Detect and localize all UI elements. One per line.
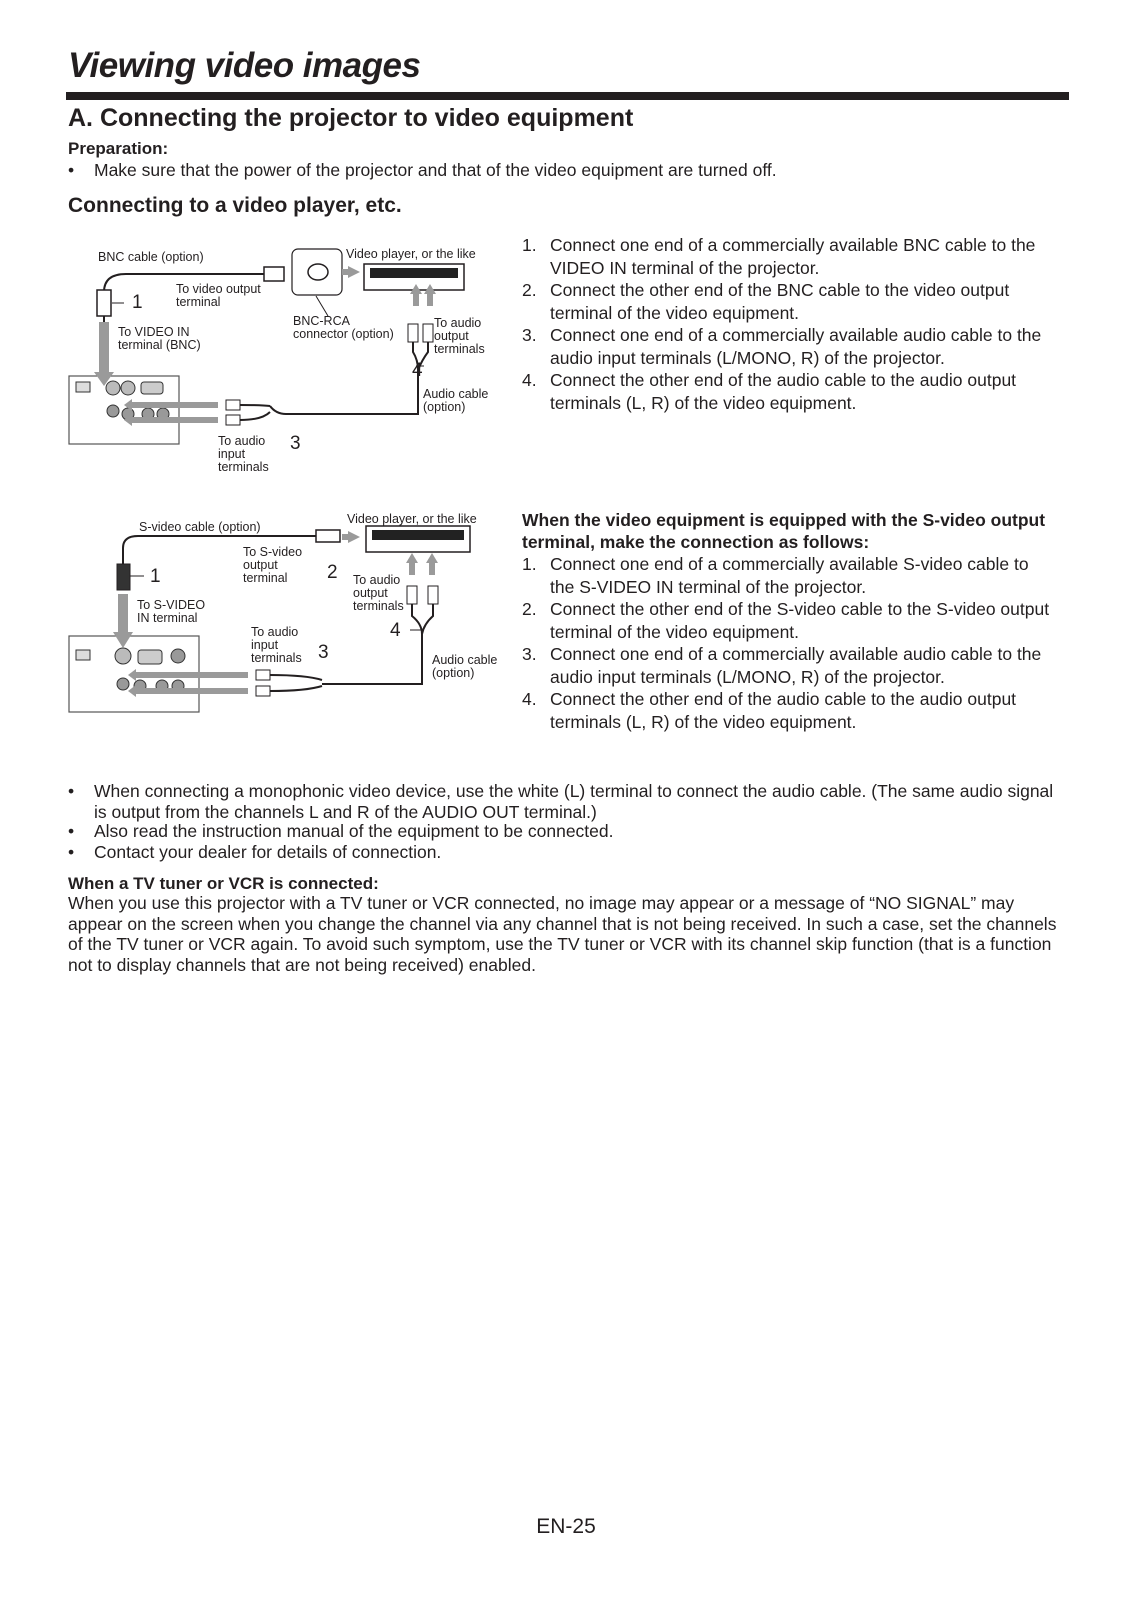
- preparation-label: Preparation:: [68, 139, 169, 158]
- list-item: [522, 688, 1052, 734]
- bnc-cable-label: BNC cable (option): [98, 250, 204, 264]
- to-audio-input-label: To audio input terminals: [218, 434, 269, 474]
- video-player-label: Video player, or the like: [346, 247, 476, 261]
- step-text: Connect one end of a commercially available BNC cable to the VIDEO IN terminal of the projector.: [550, 235, 1036, 278]
- step-number: 1.: [522, 554, 537, 574]
- tv-tuner-text: When you use this projector with a TV tuner or VCR connected, no image may appear or a message of “NO SIGNAL” may appear on the screen when you change the channel via any channel that is not being received. In such a case, set the channels of the TV tuner or VCR again. To avoid such symptom, use the TV tuner or VCR with its channel skip function (that is a function not to display channels that are not being received) enabled.: [68, 893, 1057, 975]
- callout-3: 3: [318, 642, 329, 663]
- step-text: Connect the other end of the S-video cable to the S-video output terminal of the video equipment.: [550, 599, 1050, 642]
- list-item: [522, 369, 1052, 415]
- step-number: 2.: [522, 280, 537, 300]
- callout-1: 1: [150, 566, 161, 587]
- bullet-dot: •: [68, 781, 75, 801]
- video-player-icon: [366, 526, 470, 552]
- step-number: 1.: [522, 235, 537, 255]
- callout-2: 2: [327, 562, 338, 583]
- video-player-label: Video player, or the like: [347, 512, 477, 526]
- svideo-heading: When the video equipment is equipped with the S-video output terminal, make the connection as follows:: [522, 510, 1046, 552]
- steps-list-bnc: [522, 234, 1052, 418]
- callout-4: 4: [390, 620, 401, 641]
- step-text: Connect the other end of the audio cable to the audio output terminals (L, R) of the video equipment.: [550, 370, 1017, 413]
- svideo-connection-diagram: [66, 508, 506, 723]
- list-item: [522, 643, 1052, 689]
- to-svideo-output-label: To S-video output terminal: [243, 545, 303, 585]
- bullet-dot: •: [68, 842, 75, 862]
- page-number: EN-25: [536, 1515, 596, 1538]
- projector-panel-icon: [69, 376, 179, 444]
- list-item: [522, 324, 1052, 370]
- to-audio-output-label: To audio output terminals: [434, 316, 485, 356]
- to-audio-input-label: To audio input terminals: [251, 625, 302, 665]
- subsection-title: Connecting to a video player, etc.: [68, 194, 402, 217]
- bnc-connection-diagram: [66, 236, 506, 486]
- list-item: [522, 553, 1052, 599]
- preparation-bullet: [68, 160, 1068, 182]
- section-title: A. Connecting the projector to video equipment: [68, 104, 634, 132]
- page-title: Viewing video images: [68, 46, 421, 85]
- list-item: [522, 598, 1052, 644]
- note-text: Contact your dealer for details of connection.: [94, 842, 442, 862]
- list-item: [522, 234, 1052, 280]
- bullet-dot: •: [68, 160, 75, 180]
- note-text: Also read the instruction manual of the equipment to be connected.: [94, 821, 614, 841]
- bullet-dot: •: [68, 821, 75, 841]
- audio-cable-label: Audio cable (option): [423, 387, 489, 414]
- callout-1: 1: [132, 292, 143, 313]
- tv-tuner-heading: When a TV tuner or VCR is connected:: [68, 874, 379, 893]
- step-text: Connect one end of a commercially available audio cable to the audio input terminals (L/MONO, R) of the projector.: [550, 325, 1042, 368]
- step-number: 3.: [522, 325, 537, 345]
- note-item: [68, 842, 1058, 864]
- step-text: Connect one end of a commercially available audio cable to the audio input terminals (L/MONO, R) of the projector.: [550, 644, 1042, 687]
- step-text: Connect the other end of the BNC cable to the video output terminal of the video equipment.: [550, 280, 1010, 323]
- audio-cable-label: Audio cable (option): [432, 653, 498, 680]
- preparation-text: Make sure that the power of the projector and that of the video equipment are turned off.: [94, 160, 777, 180]
- to-video-output-label: To video output terminal: [176, 282, 261, 309]
- step-number: 4.: [522, 370, 537, 390]
- step-number: 3.: [522, 644, 537, 664]
- note-text: When connecting a monophonic video device, use the white (L) terminal to connect the audio cable. (The same audio signal is output from the channels L and R of the AUDIO OUT terminal.): [94, 781, 1054, 822]
- step-number: 2.: [522, 599, 537, 619]
- title-rule: [66, 92, 1069, 100]
- svideo-cable-label: S-video cable (option): [139, 520, 261, 534]
- callout-4: 4: [412, 360, 423, 381]
- bnc-rca-label: BNC-RCA connector (option): [293, 314, 394, 341]
- to-audio-output-label: To audio output terminals: [353, 573, 404, 613]
- step-text: Connect the other end of the audio cable to the audio output terminals (L, R) of the video equipment.: [550, 689, 1017, 732]
- note-item: [68, 781, 1058, 823]
- step-number: 4.: [522, 689, 537, 709]
- to-svideo-in-label: To S-VIDEO IN terminal: [137, 598, 206, 625]
- list-item: [522, 279, 1052, 325]
- to-video-in-label: To VIDEO IN terminal (BNC): [118, 325, 201, 352]
- steps-list-svideo: [522, 553, 1052, 737]
- step-text: Connect one end of a commercially available S-video cable to the S-VIDEO IN terminal of the projector.: [550, 554, 1029, 597]
- note-item: [68, 821, 1058, 843]
- callout-3: 3: [290, 433, 301, 454]
- video-player-icon: [364, 264, 464, 290]
